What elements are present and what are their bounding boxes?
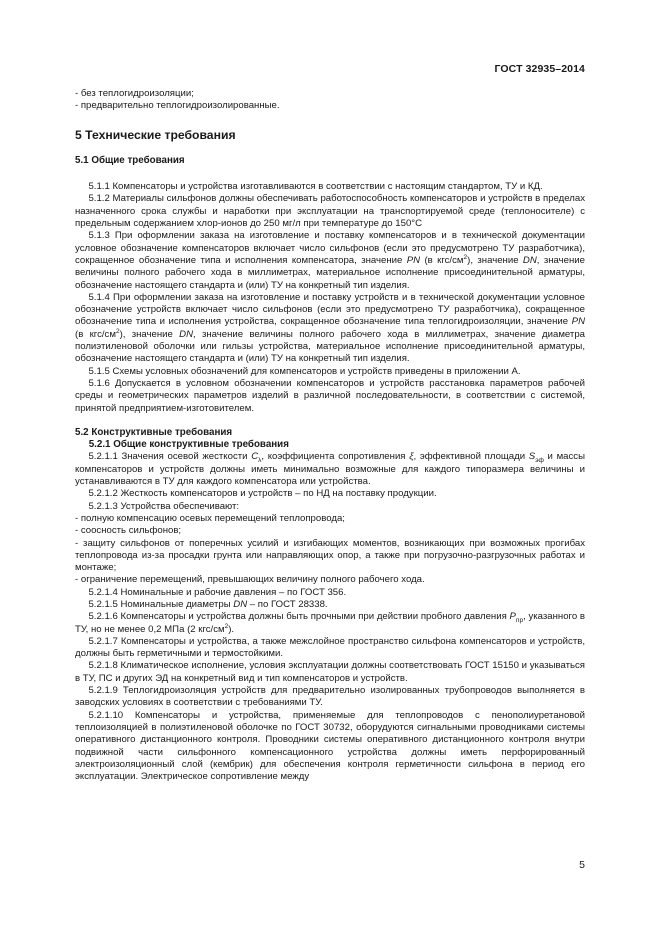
- paragraph: 5.2.1.6 Компенсаторы и устройства должны быть прочными при действии пробного давления $P_{пр}$, указанного в ТУ, но не менее 0,2 МПа (2 кгс/$см^2$).: [75, 611, 585, 635]
- paragraph: 5.1.3 При оформлении заказа на изготовление и поставку компенсаторов и в технической документации условное обозначение компенсаторов включает число сильфонов (если это предусмотрено ТУ разработчика), сокращенное обозначение типа и исполнения компенсатора, значение PN (в кгс/$см^2$), значение DN, значение величины полного рабочего хода в миллиметрах, материальное исполнение присоединительной арматуры, обозначение настоящего стандарта и (или) ТУ на конкретный тип изделия.: [75, 230, 585, 291]
- subsection-heading: 5.2 Конструктивные требования: [75, 426, 233, 438]
- list-item: - без теплогидроизоляции;: [75, 88, 194, 99]
- section-heading: 5 Технические требования: [75, 127, 236, 142]
- subsection-heading: 5.1 Общие требования: [75, 154, 185, 166]
- paragraph: 5.2.1.4 Номинальные и рабочие давления – по ГОСТ 356.: [88, 586, 347, 598]
- list-item: - предварительно теплогидроизолированные.: [75, 100, 280, 112]
- paragraph: 5.1.5 Схемы условных обозначений для компенсаторов и устройств приведены в приложении А.: [88, 365, 521, 377]
- paragraph: 5.2.1.5 Номинальные диаметры DN – по ГОСТ 28338.: [88, 598, 328, 610]
- paragraph: 5.2.1.8 Климатическое исполнение, условия эксплуатации должны соответствовать ГОСТ 15150 и указываться в ТУ, ПС и других ЭД на конкретный вид и тип компенсаторов и устройств.: [75, 660, 585, 684]
- list-item: - ограничение перемещений, превышающих величину полного рабочего хода.: [75, 574, 425, 586]
- paragraph: 5.2.1.9 Теплогидроизоляция устройств для предварительно изолированных трубопроводов выполняется в заводских условиях в соответствии с требованиями ТУ.: [75, 685, 585, 709]
- paragraph: 5.2.1.1 Значения осевой жесткости $C_\lambda$, коэффициента сопротивления ξ, эффективной площади $S_{эф}$ и массы компенсаторов и устройств должны иметь минимально возможные для каждого типоразмера величины и устанавливаются в ТУ для каждого компенсатора или устройства.: [75, 451, 585, 488]
- paragraph: 5.2.1.10 Компенсаторы и устройства, применяемые для теплопроводов с пенополиуретановой теплоизоляцией в полиэтиленовой оболочке по ГОСТ 30732, оборудуются сигнальными проводниками системы оперативного дистанционного контроля. Проводники системы оперативного дистанционного контроля внутри подвижной части сильфонного компенсационного устройства должны иметь перфорированный электроизоляционный слой (кембрик) для обеспечения контроля герметичности сильфона в период его эксплуатации. Электрическое сопротивление между: [75, 709, 585, 783]
- paragraph: 5.1.2 Материалы сильфонов должны обеспечивать работоспособность компенсаторов и устройств в пределах назначенного срока службы и наработки при эксплуатации на транспортируемой среде (теплоносителе) с предельным содержанием хлор-ионов до 250 мг/л при температуре до 150°С: [75, 193, 585, 230]
- list-item: - полную компенсацию осевых перемещений теплопровода;: [75, 512, 345, 524]
- paragraph: 5.2.1.7 Компенсаторы и устройства, а также межслойное пространство сильфона компенсаторов и устройств, должны быть герметичными и термостойкими.: [75, 635, 585, 660]
- subsubsection-heading: 5.2.1 Общие конструктивные требования: [88, 439, 289, 451]
- paragraph: 5.1.4 При оформлении заказа на изготовление и поставку устройств и в технической документации условное обозначение устройств включает число сильфонов (если это предусмотрено ТУ разработчика), сокращенное обозначение типа и исполнения устройства, сокращенное обозначение типа теплогидроизоляции, значение PN (в кгс/$см^2$), значение DN, значение величины полного рабочего хода в миллиметрах, значение диаметра полиэтиленовой оболочки или гильзы устройства, материальное исполнение присоединительной арматуры, обозначение настоящего стандарта и (или) ТУ на конкретный тип изделия.: [75, 291, 585, 365]
- paragraph: 5.2.1.3 Устройства обеспечивают:: [88, 500, 240, 512]
- document-header-id: ГОСТ 32935–2014: [494, 63, 585, 75]
- list-item: - соосность сильфонов;: [75, 525, 182, 537]
- list-item: - защиту сильфонов от поперечных усилий и изгибающих моментов, возникающих при возможных прогибах теплопровода из-за просадки грунта или направляющих опор, а также при погрузочно-разгрузочных работах и монтаже;: [75, 537, 585, 574]
- document-body: [75, 88, 585, 783]
- page-number: 5: [579, 859, 585, 871]
- paragraph: 5.1.1 Компенсаторы и устройства изготавливаются в соответствии с настоящим стандартом, ТУ и КД.: [88, 181, 543, 193]
- paragraph: 5.1.6 Допускается в условном обозначении компенсаторов и устройств расстановка параметров рабочей среды и геометрических параметров изделий в различной последовательности, в соответствии с системой, принятой предприятием-изготовителем.: [75, 377, 585, 414]
- paragraph: 5.2.1.2 Жесткость компенсаторов и устройств – по НД на поставку продукции.: [88, 488, 437, 500]
